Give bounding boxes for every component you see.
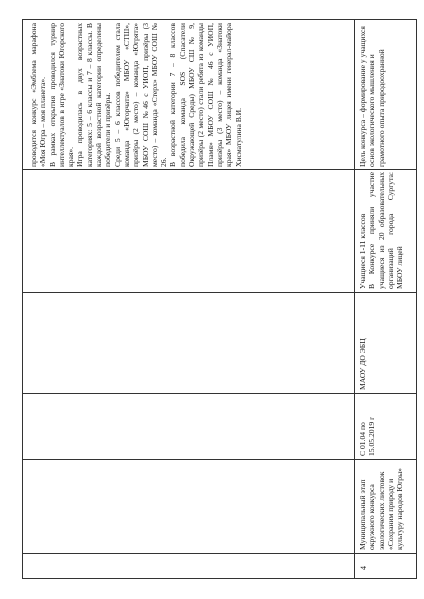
event-dates: С 01.04 по 15.05.2019 г	[358, 416, 377, 456]
organizer: МАОУ ДО ЭБЦ	[358, 338, 367, 390]
participants: Учащиеся 1-11 классов В Конкурсе приняли участие учащиеся из 20 образовательных организаций города Сургута: МБОУ лицей	[358, 172, 405, 289]
column-divider	[23, 292, 416, 293]
row-number: 4	[359, 566, 368, 570]
column-divider	[23, 393, 416, 394]
activity-description: проводится конкурс «Эмблема марафона «Моя Югра – моя планета». В рамках открытия проводился турнир интеллектуалов в игре «Знатоки Югорского края». Игра проводилась в двух возрастных категориях: 5 – 6 классы и 7 – 8 классы. В каждой возрастной категории определены победители и призёры. Среди 5 – 6 классов победителем стала команда «Югорчата» МБОУ «СТШ», призёры (2 место) – команда «Югрята» МБОУ СОШ №46 с УИОП, призёры (3 место) – команда «Стерх» МБОУ СОШ № 26. В возрастной категории 7 – 8 классов победила команда SOS (Спасатели Окружающей Среды) МБОУ СШ № 9, призёры (2 место) стали ребята из команды Пламя» МБОУ СОШ № 46 с УИОП, призёры (3 место) – команда «Знатоки края» МБОУ лицея имени генерал-майора Хисматулина В.И.	[29, 23, 243, 167]
column-divider	[23, 459, 416, 460]
column-divider	[23, 169, 416, 170]
row-divider	[354, 20, 355, 578]
event-name: Муниципальный этап окружного конкурса экологических листовок «Сохраним природу и культуру народов Югры»	[358, 468, 405, 550]
events-table	[22, 19, 417, 579]
event-goal: Цель конкурса – формирование у учащихся основ экологического мышления и грамотного опыта природоохранной	[358, 26, 386, 167]
column-divider	[23, 553, 416, 554]
